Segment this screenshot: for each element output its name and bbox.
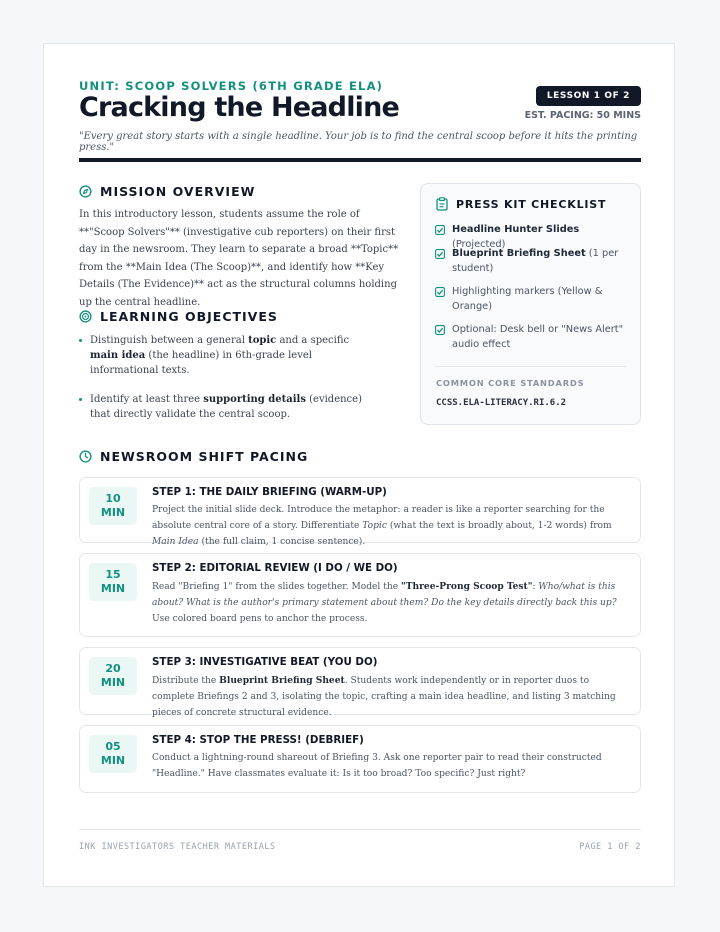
target-icon [79,310,92,323]
step-duration: 05 MIN [89,735,137,773]
footer-source: INK INVESTIGATORS TEACHER MATERIALS [79,842,276,852]
step-description: Read "Briefing 1" from the slides together. Model the "Three-Prong Scoop Test": Who/what is this about? What is the author's primary statement about them? Do the key details directly back this up? Use colored board pens to anchor the process. [152,581,617,624]
check-square-icon [435,249,445,259]
header-rule [79,158,641,162]
pacing-heading [79,449,308,464]
mission-heading [79,184,255,199]
page-title: Cracking the Headline [79,92,400,123]
step-duration: 10 MIN [89,487,137,525]
press-kit-heading [436,197,606,211]
unit-label: UNIT: SCOOP SOLVERS (6TH GRADE ELA) [79,79,384,93]
pacing-estimate: EST. PACING: 50 MINS [524,110,641,121]
check-square-icon [435,225,445,235]
clock-icon [79,450,92,463]
clipboard-icon [436,197,448,211]
checklist-item: Headline Hunter Slides (Projected) [435,223,625,252]
compass-icon [79,185,92,198]
footer-rule [79,829,641,830]
checklist-item: Blueprint Briefing Sheet (1 per student) [435,247,625,276]
objective-item: Distinguish between a general topic and a specific main idea (the headline) in 6th-grade level informational texts. [79,333,379,378]
mission-body: In this introductory lesson, students assume the role of **"Scoop Solvers"** (investigative cub reporters) on their first day in the newsroom. They learn to separate a broad **Topic** from the **Main Idea (The Scoop)**, and identify how **Key Details (The Evidence)** act as the structural columns holding up the central headline. [79,209,399,308]
objectives-heading [79,309,278,324]
pacing-step [79,725,641,793]
pacing-step [79,553,641,637]
step-description: Conduct a lightning-round shareout of Briefing 3. Ask one reporter pair to read their constructed "Headline." Have classmates evaluate it: Is it too broad? Too specific? Just right? [152,753,602,779]
mission-heading-text: MISSION OVERVIEW [100,184,256,199]
step-title: STEP 4: STOP THE PRESS! (DEBRIEF) [152,734,364,746]
checklist-item: Highlighting markers (Yellow & Orange) [435,285,625,314]
intro-quote: "Every great story starts with a single headline. Your job is to find the central scoop before it hits the printing press." [79,131,638,153]
objectives-list [79,333,379,436]
check-square-icon [435,325,445,335]
footer-page-number: PAGE 1 OF 2 [579,842,641,852]
pacing-step [79,477,641,547]
step-description: Distribute the Blueprint Briefing Sheet. Students work independently or in reporter duos to complete Briefings 2 and 3, isolating the topic, crafting a main idea headline, and listing 3 matching pieces of concrete structural evidence. [152,675,616,718]
step-duration: 20 MIN [89,657,137,695]
step-title: STEP 1: THE DAILY BRIEFING (WARM-UP) [152,486,387,498]
kit-divider [435,366,627,367]
step-title: STEP 3: INVESTIGATIVE BEAT (YOU DO) [152,656,378,668]
checklist-item: Optional: Desk bell or "News Alert" audio effect [435,323,625,352]
standards-code: CCSS.ELA-LITERACY.RI.6.2 [436,398,567,408]
standards-label: COMMON CORE STANDARDS [436,378,585,388]
pacing-step [79,647,641,718]
lesson-badge: LESSON 1 OF 2 [536,86,641,106]
press-kit-heading-text: PRESS KIT CHECKLIST [456,197,607,211]
step-title: STEP 2: EDITORIAL REVIEW (I DO / WE DO) [152,562,398,574]
objectives-heading-text: LEARNING OBJECTIVES [100,309,278,324]
step-description: Project the initial slide deck. Introduce the metaphor: a reader is like a reporter searching for the absolute central core of a story. Differentiate Topic (what the text is broadly about, 1-2 words) from Main Idea (the full claim, 1 concise sentence). [152,505,612,547]
pacing-heading-text: NEWSROOM SHIFT PACING [100,449,309,464]
lesson-page [43,43,675,887]
step-duration: 15 MIN [89,563,137,601]
press-kit-card [420,183,641,425]
objective-item: Identify at least three supporting details (evidence) that directly validate the central scoop. [79,392,379,422]
check-square-icon [435,287,445,297]
